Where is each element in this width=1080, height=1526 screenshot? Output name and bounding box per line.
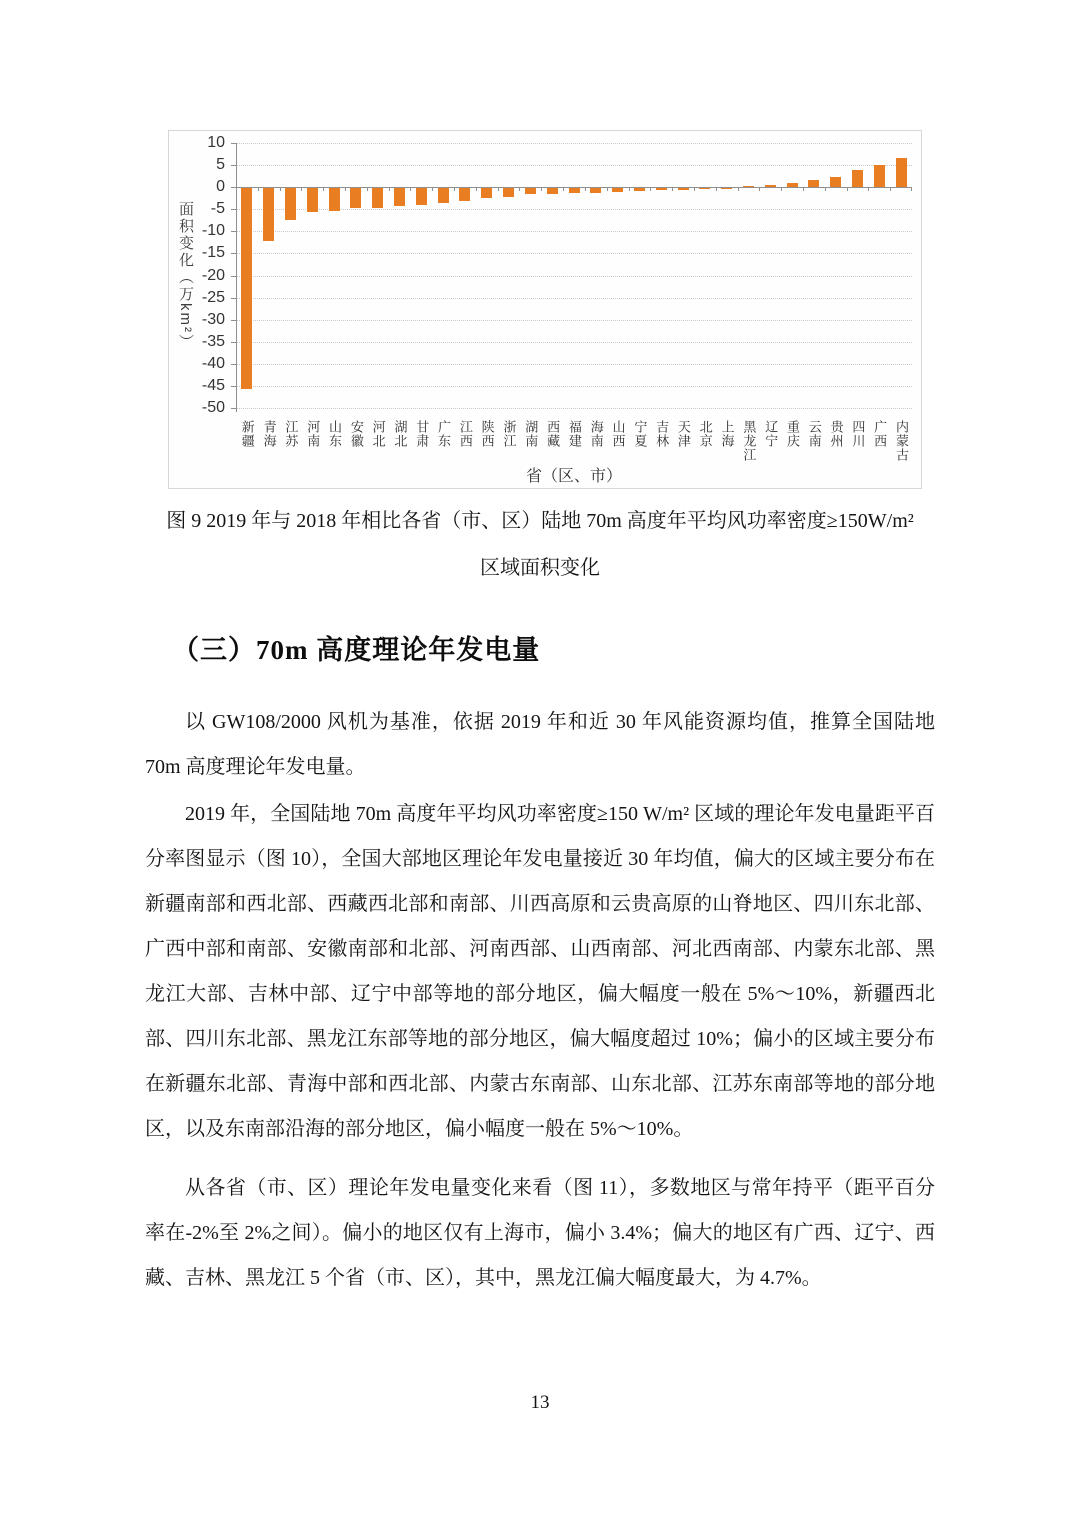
bar	[285, 188, 296, 220]
x-axis-label: 黑龙江	[741, 420, 757, 462]
x-axis-label: 陕西	[479, 420, 495, 448]
x-axis-tick	[694, 187, 695, 191]
x-axis-tick	[825, 187, 826, 191]
x-axis-label: 四川	[850, 420, 866, 448]
gridline	[236, 342, 912, 343]
x-axis-label: 内蒙古	[893, 420, 909, 462]
x-axis-tick	[650, 187, 651, 191]
x-axis-tick	[498, 187, 499, 191]
gridline	[236, 253, 912, 254]
x-axis-tick	[716, 187, 717, 191]
gridline	[236, 320, 912, 321]
x-axis-tick	[911, 187, 912, 191]
gridline	[236, 408, 912, 409]
x-axis-label: 云南	[806, 420, 822, 448]
x-axis-tick	[890, 187, 891, 191]
y-axis-tick-label: -50	[201, 399, 225, 416]
x-axis-tick	[781, 187, 782, 191]
x-axis-tick	[541, 187, 542, 191]
x-axis-label: 江苏	[283, 420, 299, 448]
bar	[678, 188, 689, 190]
bar	[372, 188, 383, 208]
bar	[590, 188, 601, 192]
x-axis-label: 贵州	[828, 420, 844, 448]
x-axis-tick	[258, 187, 259, 191]
paragraph-1: 以 GW108/2000 风机为基准，依据 2019 年和近 30 年风能资源均值，推算全国陆地 70m 高度理论年发电量。	[145, 711, 935, 778]
x-axis-tick	[629, 187, 630, 191]
bar	[438, 188, 449, 203]
x-axis-tick	[585, 187, 586, 191]
bar	[830, 177, 841, 187]
bar	[656, 188, 667, 190]
bar	[808, 180, 819, 187]
y-axis-tick-label: -5	[210, 200, 225, 218]
x-axis-tick	[476, 187, 477, 191]
x-axis-label: 浙江	[501, 420, 517, 448]
x-axis-label: 海南	[588, 420, 604, 448]
x-axis-label: 福建	[566, 420, 582, 448]
bar	[743, 186, 754, 187]
x-axis-tick	[672, 187, 673, 191]
bar	[699, 188, 710, 189]
x-axis-tick	[847, 187, 848, 191]
y-axis-tick-label: -40	[201, 354, 225, 372]
bar	[329, 188, 340, 211]
bar	[765, 185, 776, 187]
x-axis-label: 上海	[719, 420, 735, 448]
x-axis-tick	[410, 187, 411, 191]
figure-9-chart	[168, 130, 922, 489]
x-axis-label: 安徽	[348, 420, 364, 448]
x-axis-label: 江西	[457, 420, 473, 448]
bar	[525, 188, 536, 194]
bar	[350, 188, 361, 208]
gridline	[236, 231, 912, 232]
plot-area	[236, 143, 912, 408]
x-axis-tick	[607, 187, 608, 191]
x-axis-label: 广东	[436, 420, 452, 448]
bar	[612, 188, 623, 192]
gridline	[236, 276, 912, 277]
bar	[787, 183, 798, 187]
x-axis-tick	[280, 187, 281, 191]
x-axis-tick	[868, 187, 869, 191]
gridline	[236, 364, 912, 365]
x-axis-label: 北京	[697, 420, 713, 448]
y-axis-title: 面积变化（万km²）	[177, 201, 194, 351]
x-axis-tick	[236, 187, 237, 191]
gridline	[236, 143, 912, 144]
y-axis-tick-label: -20	[201, 266, 225, 284]
bar	[263, 188, 274, 241]
paragraph-3: 从各省（市、区）理论年发电量变化来看（图 11），多数地区与常年持平（距平百分率在-2%至 2%之间）。偏小的地区仅有上海市，偏小 3.4%；偏大的地区有广西、辽宁、西藏、吉林、黑龙江 5 个省（市、区），其中，黑龙江偏大幅度最大，为 4.7%。	[145, 1177, 935, 1289]
x-axis-label: 天津	[675, 420, 691, 448]
x-axis-label: 河北	[370, 420, 386, 448]
y-axis-tick-label: -35	[201, 332, 225, 350]
x-axis-label: 吉林	[654, 420, 670, 448]
bar	[634, 188, 645, 191]
y-axis-tick-label: -45	[201, 376, 225, 394]
bar	[896, 158, 907, 187]
x-axis-label: 重庆	[784, 420, 800, 448]
x-axis-tick	[432, 187, 433, 191]
x-axis-tick	[759, 187, 760, 191]
bar	[547, 188, 558, 194]
x-axis-label: 西藏	[545, 420, 561, 448]
x-axis-label: 湖南	[523, 420, 539, 448]
figure-caption-line2: 区域面积变化	[480, 557, 600, 579]
y-axis-tick-label: -25	[201, 288, 225, 306]
y-axis-tick-label: -10	[201, 222, 225, 240]
y-axis-tick-label: 5	[216, 156, 225, 174]
x-axis-label: 青海	[261, 420, 277, 448]
bar	[503, 188, 514, 197]
x-axis-label: 山西	[610, 420, 626, 448]
x-axis-tick	[803, 187, 804, 191]
y-axis-tick-label: -30	[201, 310, 225, 328]
figure-caption-line1: 图 9 2019 年与 2018 年相比各省（市、区）陆地 70m 高度年平均风功率密度≥150W/m²	[166, 510, 914, 532]
figure-caption	[145, 498, 935, 592]
x-axis-tick	[563, 187, 564, 191]
x-axis-title: 省（区、市）	[525, 468, 622, 485]
x-axis-tick	[323, 187, 324, 191]
y-axis-line	[236, 143, 237, 412]
x-axis-tick	[738, 187, 739, 191]
bar	[307, 188, 318, 212]
y-axis-tick-label: -15	[201, 244, 225, 262]
x-axis-tick	[519, 187, 520, 191]
bar	[416, 188, 427, 205]
bar	[394, 188, 405, 206]
x-axis-label: 辽宁	[763, 420, 779, 448]
bar	[874, 165, 885, 187]
bar	[481, 188, 492, 198]
x-axis-label: 甘肃	[414, 420, 430, 448]
paragraph-2: 2019 年，全国陆地 70m 高度年平均风功率密度≥150 W/m² 区域的理论年发电量距平百分率图显示（图 10），全国大部地区理论年发电量接近 30 年均值，偏大的区域主要分布在新疆南部和西北部、西藏西北部和南部、川西高原和云贵高原的山脊地区、四川东北部、广西中部和南部、安徽南部和北部、河南西部、山西南部、河北西南部、内蒙东北部、黑龙江大部、吉林中部、辽宁中部等地的部分地区，偏大幅度一般在 5%～10%，新疆西北部、四川东北部、黑龙江东部等地的部分地区，偏大幅度超过 10%；偏小的区域主要分布在新疆东北部、青海中部和西北部、内蒙古东南部、山东北部、江苏东南部等地的部分地区，以及东南部沿海的部分地区，偏小幅度一般在 5%～10%。	[145, 803, 935, 1140]
x-axis-label: 山东	[327, 420, 343, 448]
body-text	[145, 700, 935, 1301]
x-axis-label: 宁夏	[632, 420, 648, 448]
x-axis-tick	[454, 187, 455, 191]
bar	[241, 188, 252, 389]
section-heading: （三）70m 高度理论年发电量	[172, 635, 541, 665]
x-axis-label: 新疆	[239, 420, 255, 448]
page-number: 13	[530, 1392, 550, 1413]
x-axis-tick	[301, 187, 302, 191]
y-axis-tick-label: 0	[216, 178, 225, 196]
y-axis-tick-labels	[187, 134, 231, 416]
x-axis-tick	[389, 187, 390, 191]
gridline	[236, 298, 912, 299]
bar	[721, 188, 732, 189]
bar	[459, 188, 470, 201]
x-axis-label: 广西	[872, 420, 888, 448]
x-axis-tick	[367, 187, 368, 191]
x-axis-label: 湖北	[392, 420, 408, 448]
x-axis-label: 河南	[305, 420, 321, 448]
gridline	[236, 386, 912, 387]
bar	[569, 188, 580, 193]
x-axis-tick	[345, 187, 346, 191]
gridline	[236, 165, 912, 166]
y-axis-tick-label: 10	[207, 134, 225, 151]
bar	[852, 170, 863, 188]
